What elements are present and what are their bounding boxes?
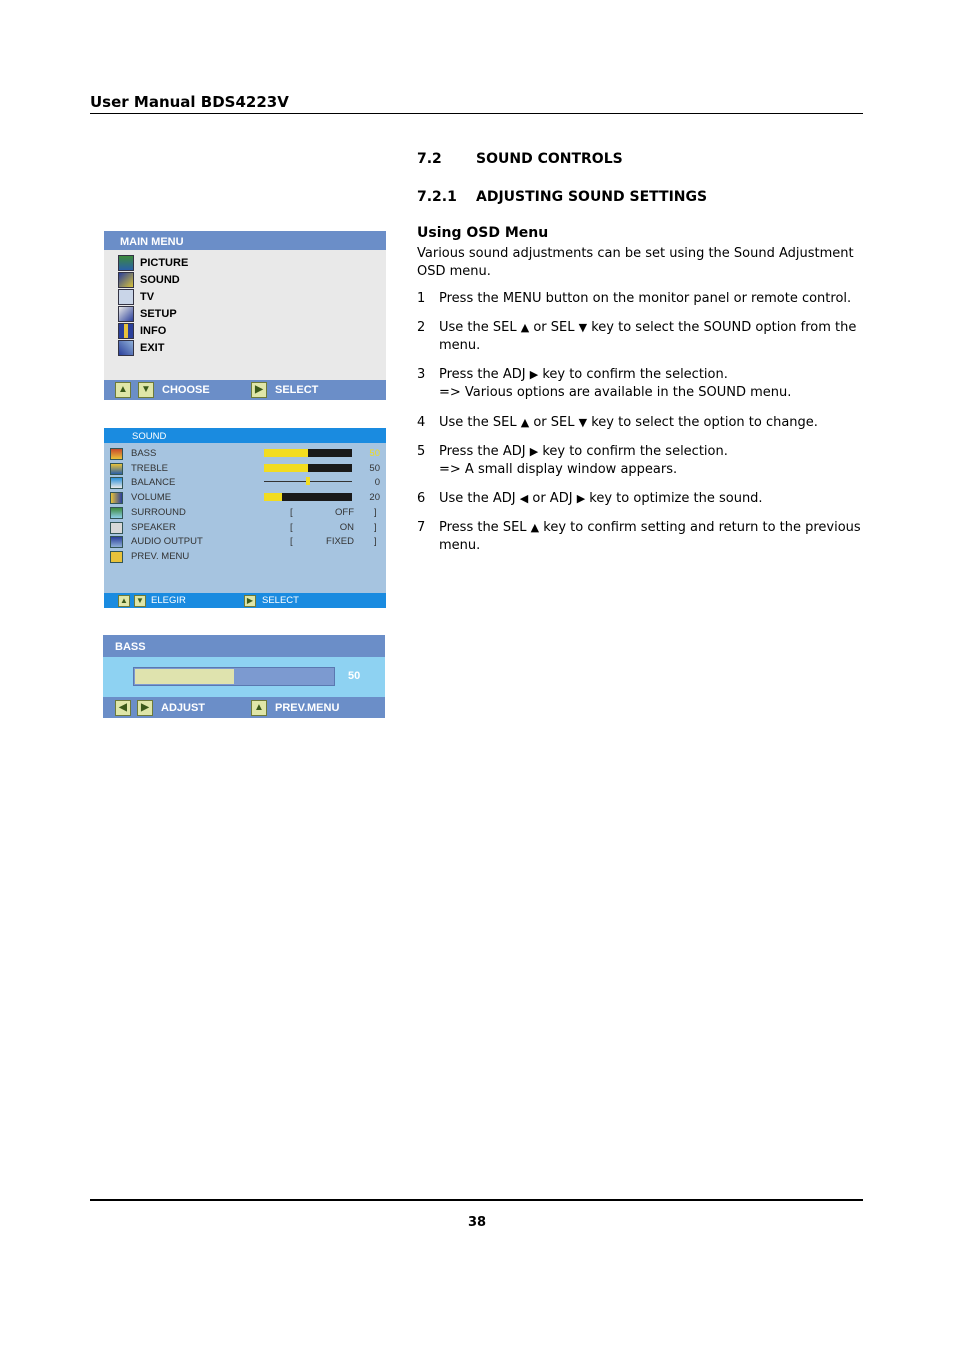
step-text-part: Use the SEL <box>439 415 517 430</box>
up-arrow-key-icon: ▲ <box>118 595 130 607</box>
treble-level-bar <box>264 464 352 472</box>
up-arrow-key-icon: ▲ <box>251 700 267 716</box>
sound-row-audio-output[interactable] <box>110 535 380 549</box>
section-number: 7.2.1 <box>417 189 457 205</box>
step-text-part: key to confirm the selection. <box>542 367 728 382</box>
down-triangle-icon: ▼ <box>578 321 588 334</box>
up-triangle-icon: ▲ <box>520 321 530 334</box>
step-text-part: key to confirm the selection. <box>542 444 728 459</box>
row-label: PREV. MENU <box>131 551 190 562</box>
step-1 <box>417 290 864 308</box>
page-number: 38 <box>467 1215 487 1230</box>
speaker-option: ON <box>339 522 354 533</box>
bass-window-body <box>103 657 385 697</box>
menu-item-label: EXIT <box>140 342 165 354</box>
adjust-label: ADJUST <box>161 702 206 714</box>
step-text <box>439 443 864 479</box>
tv-icon <box>118 289 134 305</box>
intro-paragraph: Various sound adjustments can be set using the Sound Adjustment OSD menu. <box>417 246 854 279</box>
step-text-part: Press the ADJ <box>439 367 526 382</box>
row-label: SPEAKER <box>131 522 176 533</box>
bass-slider-value: 50 <box>348 670 361 682</box>
step-number: 4 <box>417 415 426 430</box>
main-menu-footer <box>104 380 386 400</box>
row-label: AUDIO OUTPUT <box>131 536 203 547</box>
speaker-icon <box>110 522 123 534</box>
step-3 <box>417 366 864 402</box>
section-heading-7-2 <box>417 151 623 167</box>
section-title: ADJUSTING SOUND SETTINGS <box>476 189 708 205</box>
down-triangle-icon: ▼ <box>578 416 588 429</box>
header-rule <box>90 113 863 114</box>
step-text-part: key to optimize the sound. <box>589 491 763 506</box>
step-number: 3 <box>417 367 426 382</box>
sound-icon <box>118 272 134 288</box>
menu-item-label: SOUND <box>140 274 180 286</box>
section-number: 7.2 <box>417 151 442 167</box>
row-label: BALANCE <box>131 477 176 488</box>
left-arrow-key-icon: ◀ <box>115 700 131 716</box>
surround-icon <box>110 507 123 519</box>
bracket-close: ] <box>374 536 377 547</box>
sound-row-speaker[interactable] <box>110 521 380 535</box>
step-text <box>439 366 864 402</box>
step-number: 7 <box>417 520 426 535</box>
sound-row-prev-menu[interactable] <box>110 550 380 564</box>
step-text-part: or ADJ <box>532 491 573 506</box>
sound-menu-footer <box>104 593 386 608</box>
step-note: => Various options are available in the SOUND menu. <box>439 385 792 400</box>
step-number: 6 <box>417 491 426 506</box>
row-label: BASS <box>131 448 157 459</box>
select-label: SELECT <box>262 595 299 606</box>
step-text-part: key to select the option to change. <box>591 415 818 430</box>
choose-label: ELEGIR <box>151 595 186 606</box>
step-text-part: Use the SEL <box>439 320 517 335</box>
bass-slider-fill <box>135 669 234 684</box>
section-heading-7-2-1 <box>417 189 707 205</box>
step-text <box>439 414 864 432</box>
picture-icon <box>118 255 134 271</box>
choose-label: CHOOSE <box>162 384 210 396</box>
bass-window-footer <box>103 697 385 718</box>
step-text-part: Press the SEL <box>439 520 527 535</box>
info-icon <box>118 323 134 339</box>
sound-menu-header <box>104 428 386 443</box>
right-arrow-key-icon: ▶ <box>137 700 153 716</box>
row-label: VOLUME <box>131 492 172 503</box>
step-note: => A small display window appears. <box>439 462 678 477</box>
bracket-open: [ <box>290 536 293 547</box>
prev-menu-icon <box>110 551 123 563</box>
main-menu-osd <box>104 231 386 400</box>
down-arrow-key-icon: ▼ <box>138 382 154 398</box>
bass-icon <box>110 448 123 460</box>
bracket-open: [ <box>290 522 293 533</box>
up-triangle-icon: ▲ <box>530 521 540 534</box>
subheading: Using OSD Menu <box>417 225 549 241</box>
step-text-part: Use the ADJ <box>439 491 516 506</box>
prev-menu-label: PREV.MENU <box>275 702 340 714</box>
step-7 <box>417 519 864 555</box>
right-triangle-icon: ▶ <box>576 492 586 505</box>
main-menu-title: MAIN MENU <box>120 236 184 248</box>
bracket-open: [ <box>290 507 293 518</box>
sound-menu-osd <box>104 428 386 608</box>
volume-level-bar <box>264 493 352 501</box>
down-arrow-key-icon: ▼ <box>134 595 146 607</box>
exit-icon <box>118 340 134 356</box>
up-arrow-key-icon: ▲ <box>115 382 131 398</box>
surround-option: OFF <box>335 507 354 518</box>
sound-row-treble[interactable] <box>110 462 380 476</box>
bass-slider[interactable] <box>133 667 335 686</box>
right-triangle-icon: ▶ <box>529 445 539 458</box>
sound-menu-title: SOUND <box>132 431 167 442</box>
bass-level-fill <box>264 449 308 457</box>
step-text <box>439 290 864 308</box>
menu-item-label: INFO <box>140 325 167 337</box>
menu-item-label: PICTURE <box>140 257 189 269</box>
balance-knob <box>306 477 310 485</box>
balance-icon <box>110 477 123 489</box>
bass-window-header <box>103 635 385 657</box>
step-6 <box>417 490 864 508</box>
step-number: 2 <box>417 320 426 335</box>
step-text-part: or SEL <box>533 415 575 430</box>
sound-row-balance[interactable] <box>110 476 380 490</box>
step-text-part: or SEL <box>533 320 575 335</box>
right-arrow-key-icon: ▶ <box>244 595 256 607</box>
bass-value: 50 <box>369 448 380 459</box>
bass-level-bar <box>264 449 352 457</box>
volume-level-fill <box>264 493 282 501</box>
treble-value: 50 <box>369 463 380 474</box>
treble-level-fill <box>264 464 308 472</box>
left-triangle-icon: ◀ <box>519 492 529 505</box>
footer-rule <box>90 1199 863 1201</box>
bracket-close: ] <box>374 522 377 533</box>
bass-adjust-osd <box>103 635 385 718</box>
row-label: TREBLE <box>131 463 168 474</box>
step-4 <box>417 414 864 432</box>
audio-output-icon <box>110 536 123 548</box>
sound-row-surround[interactable] <box>110 506 380 520</box>
right-triangle-icon: ▶ <box>529 368 539 381</box>
step-text <box>439 490 864 508</box>
right-arrow-key-icon: ▶ <box>251 382 267 398</box>
select-label: SELECT <box>275 384 319 396</box>
step-text-part: Press the MENU button on the monitor panel or remote control. <box>439 291 852 306</box>
volume-icon <box>110 492 123 504</box>
balance-value: 0 <box>374 477 380 488</box>
setup-icon <box>118 306 134 322</box>
step-text-part: key to confirm setting and return to the previous menu. <box>439 520 861 553</box>
row-label: SURROUND <box>131 507 186 518</box>
main-menu-header <box>104 231 386 250</box>
step-text-part: key to select the SOUND option from the menu. <box>439 320 857 353</box>
step-number: 1 <box>417 291 426 306</box>
sound-row-volume[interactable] <box>110 491 380 505</box>
menu-item-label: SETUP <box>140 308 177 320</box>
document-title: User Manual BDS4223V <box>90 93 289 111</box>
treble-icon <box>110 463 123 475</box>
menu-item-label: TV <box>140 291 155 303</box>
step-text <box>439 319 864 355</box>
bracket-close: ] <box>374 507 377 518</box>
step-text-part: Press the ADJ <box>439 444 526 459</box>
up-triangle-icon: ▲ <box>520 416 530 429</box>
step-text <box>439 519 864 555</box>
step-number: 5 <box>417 444 426 459</box>
section-title: SOUND CONTROLS <box>476 151 623 167</box>
step-5 <box>417 443 864 479</box>
sound-row-bass[interactable] <box>110 447 380 461</box>
bass-window-title: BASS <box>115 641 146 653</box>
volume-value: 20 <box>369 492 380 503</box>
step-2 <box>417 319 864 355</box>
audio-output-option: FIXED <box>326 536 354 547</box>
